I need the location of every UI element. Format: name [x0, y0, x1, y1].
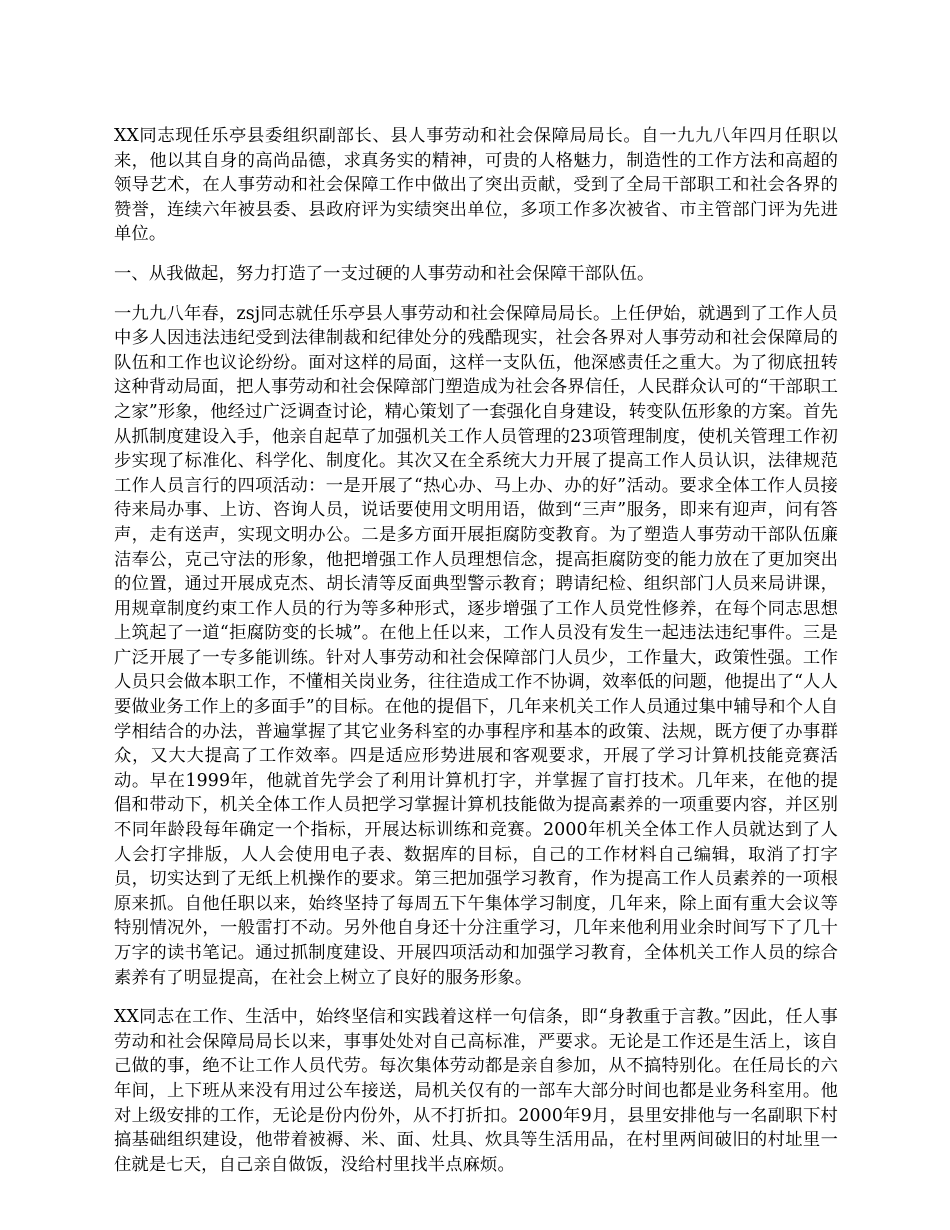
- body-paragraph: XX同志在工作、生活中，始终坚信和实践着这样一句信条，即“身教重于言教。”因此，任人事劳动和社会保障局局长以来，事事处处对自己高标准，严要求。无论是工作还是生活上，该自己做的事，绝不让工作人员代劳。每次集体劳动都是亲自参加，从不搞特别化。在任局长的六年间，上下班从来没有用过公车接送，局机关仅有的一部车大部分时间也都是业务科室用。他对上级安排的工作，无论是份内份外，从不打折扣。2000年9月，县里安排他与一名副职下村搞基础组织建设，他带着被褥、米、面、灶具、炊具等生活用品，在村里两间破旧的村址里一住就是七天，自己亲自做饭，没给村里找半点麻烦。: [114, 1007, 838, 1175]
- document-body: [114, 124, 838, 1192]
- section-heading: 一、从我做起，努力打造了一支过硬的人事劳动和社会保障干部队伍。: [114, 263, 655, 284]
- intro-paragraph: XX同志现任乐亭县委组织副部长、县人事劳动和社会保障局局长。自一九九八年四月任职以来，他以其自身的高尚品德，求真务实的精神，可贵的人格魅力，制造性的工作方法和高超的领导艺术，在人事劳动和社会保障工作中做出了突出贡献，受到了全局干部职工和社会各界的赞誉，连续六年被县委、县政府评为实绩突出单位，多项工作多次被省、市主管部门评为先进单位。: [114, 126, 838, 245]
- body-paragraph: 一九九八年春，zsj同志就任乐亭县人事劳动和社会保障局局长。上任伊始，就遇到了工作人员中多人因违法违纪受到法律制裁和纪律处分的残酷现实，社会各界对人事劳动和社会保障局的队伍和工作也议论纷纷。面对这样的局面，这样一支队伍，他深感责任之重大。为了彻底扭转这种背动局面，把人事劳动和社会保障部门塑造成为社会各界信任，人民群众认可的“干部职工之家”形象，他经过广泛调查讨论，精心策划了一套强化自身建设，转变队伍形象的方案。首先从抓制度建设入手，他亲自起草了加强机关工作人员管理的23项管理制度，使机关管理工作初步实现了标准化、科学化、制度化。其次又在全系统大力开展了提高工作人员认识，法律规范工作人员言行的四项活动：一是开展了“热心办、马上办、办的好”活动。要求全体工作人员接待来局办事、上访、咨询人员，说话要使用文明用语，做到“三声”服务，即来有迎声，问有答声，走有送声，实现文明办公。二是多方面开展拒腐防变教育。为了塑造人事劳动干部队伍廉洁奉公，克己守法的形象，他把增强工作人员理想信念，提高拒腐防变的能力放在了更加突出的位置，通过开展成克杰、胡长清等反面典型警示教育；聘请纪检、组织部门人员来局讲课，用规章制度约束工作人员的行为等多种形式，逐步增强了工作人员党性修养，在每个同志思想上筑起了一道“拒腐防变的长城”。在他上任以来，工作人员没有发生一起违法违纪事件。三是广泛开展了一专多能训练。针对人事劳动和社会保障部门人员少，工作量大，政策性强。工作人员只会做本职工作，不懂相关岗业务，往往造成工作不协调，效率低的问题，他提出了“人人要做业务工作上的多面手”的目标。在他的提倡下，几年来机关工作人员通过集中辅导和个人自学相结合的办法，普遍掌握了其它业务科室的办事程序和基本的政策、法规，既方便了办事群众，又大大提高了工作效率。四是适应形势进展和客观要求，开展了学习计算机技能竞赛活动。早在1999年，他就首先学会了利用计算机打字，并掌握了盲打技术。几年来，在他的提倡和带动下，机关全体工作人员把学习掌握计算机技能做为提高素养的一项重要内容，并区别不同年龄段每年确定一个指标，开展达标训练和竞赛。2000年机关全体工作人员就达到了人人会打字排版，人人会使用电子表、数据库的目标，自己的工作材料自己编辑，取消了打字员，切实达到了无纸上机操作的要求。第三把加强学习教育，作为提高工作人员素养的一项根原来抓。自他任职以来，始终坚持了每周五下午集体学习制度，几年来，除上面有重大会议等特别情况外，一般雷打不动。另外他自身还十分注重学习，几年来他利用业余时间写下了几十万字的读书笔记。通过抓制度建设、开展四项活动和加强学习教育，全体机关工作人员的综合素养有了明显提高，在社会上树立了良好的服务形象。: [114, 303, 838, 988]
